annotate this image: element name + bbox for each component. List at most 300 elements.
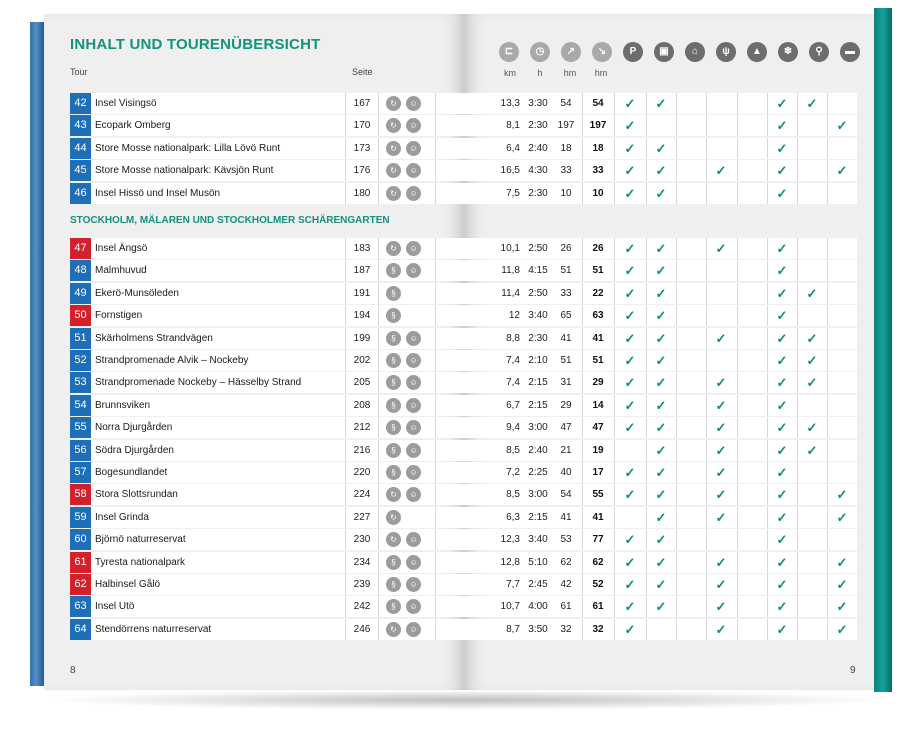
check-icon: ✓ [715, 621, 727, 637]
check-icon: ✓ [655, 185, 667, 201]
table-row[interactable] [70, 350, 857, 371]
family-icon: ☺ [406, 118, 421, 133]
column-divider [706, 305, 707, 326]
tour-km: 8,1 [506, 120, 520, 132]
tour-hours: 5:10 [528, 556, 548, 568]
check-icon: ✓ [624, 118, 636, 134]
check-icon: ✓ [715, 397, 727, 413]
tour-hours: 2:40 [528, 142, 548, 154]
check-icon: ✓ [776, 599, 788, 615]
check-icon: ✓ [655, 96, 667, 111]
column-divider [767, 160, 768, 181]
tour-page: 212 [353, 422, 371, 434]
tour-number: 51 [70, 328, 91, 349]
column-divider [582, 328, 583, 349]
check-icon: ✓ [776, 140, 788, 156]
column-divider [797, 183, 798, 204]
table-row[interactable] [70, 596, 857, 617]
check-icon: ✓ [655, 397, 667, 413]
column-divider [582, 372, 583, 393]
column-divider [676, 529, 677, 550]
column-divider [345, 350, 346, 371]
check-icon: ✓ [776, 285, 788, 301]
route-icon: § [386, 331, 401, 346]
column-divider [706, 138, 707, 159]
check-icon: ✓ [806, 96, 818, 111]
column-divider [646, 574, 647, 595]
column-divider [737, 283, 738, 304]
column-divider [737, 115, 738, 136]
tour-ascent: 51 [560, 265, 572, 277]
column-divider [737, 462, 738, 483]
column-divider [767, 350, 768, 371]
column-divider [767, 507, 768, 528]
column-divider [827, 305, 828, 326]
route-icon: § [386, 465, 401, 480]
column-divider [646, 507, 647, 528]
column-divider [827, 260, 828, 281]
tour-ascent: 65 [560, 310, 572, 322]
column-divider [345, 260, 346, 281]
check-icon: ✓ [836, 118, 848, 134]
tour-descent: 52 [592, 579, 604, 590]
column-divider [737, 619, 738, 640]
column-divider [676, 138, 677, 159]
tour-descent: 19 [592, 444, 604, 456]
column-divider [345, 440, 346, 461]
column-divider [737, 484, 738, 505]
column-divider [797, 328, 798, 349]
tour-ascent: 29 [560, 399, 572, 411]
column-divider [676, 462, 677, 483]
column-divider [378, 328, 379, 349]
column-divider [582, 283, 583, 304]
column-divider [646, 372, 647, 393]
column-divider [676, 238, 677, 259]
loop-icon: ↻ [386, 510, 401, 525]
column-divider [797, 93, 798, 114]
column-divider [646, 115, 647, 136]
tour-number: 43 [70, 115, 91, 136]
table-row[interactable] [70, 395, 857, 416]
tour-descent: 77 [592, 534, 604, 546]
column-divider [827, 283, 828, 304]
column-divider [435, 283, 436, 304]
column-divider [706, 596, 707, 617]
column-divider [378, 484, 379, 505]
column-divider [378, 596, 379, 617]
tour-km: 9,4 [506, 422, 520, 434]
column-divider [676, 283, 677, 304]
tour-ascent: 61 [560, 601, 572, 613]
column-divider [435, 529, 436, 550]
check-icon: ✓ [624, 263, 636, 279]
tour-hours: 2:45 [528, 579, 548, 590]
column-divider [767, 395, 768, 416]
column-divider [646, 529, 647, 550]
route-icon: § [386, 577, 401, 592]
table-row[interactable] [70, 417, 857, 438]
tour-descent: 26 [592, 243, 604, 254]
column-divider [676, 484, 677, 505]
table-row[interactable] [70, 93, 857, 114]
column-divider [582, 529, 583, 550]
column-divider [797, 574, 798, 595]
tour-descent: 62 [592, 556, 604, 568]
column-divider [797, 372, 798, 393]
page-title: INHALT UND TOURENÜBERSICHT [70, 36, 321, 53]
tour-hours: 3:00 [528, 489, 548, 501]
table-row[interactable] [70, 507, 857, 528]
tour-descent: 41 [592, 332, 604, 344]
column-divider [767, 138, 768, 159]
tour-page: 205 [353, 377, 371, 389]
column-divider [767, 619, 768, 640]
column-divider [435, 574, 436, 595]
descent-icon: ↘ [592, 42, 612, 62]
tour-ascent: 26 [560, 243, 572, 254]
check-icon: ✓ [624, 532, 636, 548]
tour-name: Ecopark Omberg [95, 120, 171, 132]
column-divider [797, 260, 798, 281]
tour-page: 216 [353, 444, 371, 456]
check-icon: ✓ [624, 308, 636, 324]
family-icon: ☺ [406, 465, 421, 480]
tour-page: 227 [353, 511, 371, 523]
loop-icon: ↻ [386, 487, 401, 502]
column-divider [646, 93, 647, 114]
tour-page: 187 [353, 265, 371, 277]
column-divider [378, 507, 379, 528]
check-icon: ✓ [776, 163, 788, 179]
table-row[interactable] [70, 260, 857, 281]
column-divider [646, 552, 647, 573]
tour-hours: 3:50 [528, 623, 548, 635]
column-divider [676, 596, 677, 617]
check-icon: ✓ [806, 375, 818, 391]
check-icon: ✓ [624, 577, 636, 592]
column-divider [582, 395, 583, 416]
check-icon: ✓ [655, 375, 667, 391]
column-divider [435, 138, 436, 159]
check-icon: ✓ [836, 577, 848, 592]
tour-descent: 47 [592, 422, 604, 434]
column-divider [435, 462, 436, 483]
column-divider [737, 305, 738, 326]
tour-hours: 2:30 [528, 187, 548, 199]
column-divider [345, 395, 346, 416]
column-divider [676, 115, 677, 136]
column-divider [378, 93, 379, 114]
check-icon: ✓ [776, 96, 788, 111]
tour-name: Stendörrens naturreservat [95, 623, 212, 635]
check-icon: ✓ [655, 442, 667, 458]
tour-ascent: 47 [560, 422, 572, 434]
column-divider [378, 440, 379, 461]
column-divider [827, 372, 828, 393]
family-icon: ☺ [406, 487, 421, 502]
check-icon: ✓ [715, 442, 727, 458]
column-divider [582, 484, 583, 505]
column-divider [646, 596, 647, 617]
check-icon: ✓ [836, 509, 848, 525]
check-icon: ✓ [776, 554, 788, 570]
table-row[interactable] [70, 183, 857, 204]
column-divider [435, 596, 436, 617]
tour-km: 7,2 [506, 467, 520, 478]
column-divider [676, 552, 677, 573]
check-icon: ✓ [655, 532, 667, 548]
loop-icon: ↻ [386, 186, 401, 201]
check-icon: ✓ [624, 554, 636, 570]
tour-km: 6,7 [506, 399, 520, 411]
tour-km: 7,4 [506, 355, 520, 366]
family-icon: ☺ [406, 577, 421, 592]
tour-descent: 17 [592, 467, 604, 478]
tour-name: Skärholmens Strandvägen [95, 332, 213, 344]
check-icon: ✓ [776, 330, 788, 346]
column-divider [706, 395, 707, 416]
column-divider [827, 552, 828, 573]
tour-descent: 51 [592, 355, 604, 366]
tour-name: Stora Slottsrundan [95, 489, 178, 501]
tour-name: Brunnsviken [95, 399, 151, 411]
route-icon: § [386, 599, 401, 614]
check-icon: ✓ [776, 118, 788, 134]
table-row[interactable] [70, 328, 857, 349]
column-divider [378, 138, 379, 159]
tour-hours: 2:30 [528, 332, 548, 344]
table-row[interactable] [70, 484, 857, 505]
column-divider [767, 574, 768, 595]
column-divider [797, 283, 798, 304]
tour-name: Insel Grinda [95, 511, 149, 523]
tour-page: 194 [353, 310, 371, 322]
column-divider [797, 552, 798, 573]
column-divider [582, 574, 583, 595]
column-divider [797, 160, 798, 181]
column-divider [378, 283, 379, 304]
column-divider [706, 507, 707, 528]
tour-number: 52 [70, 350, 91, 371]
column-divider [435, 507, 436, 528]
table-row[interactable] [70, 160, 857, 181]
tour-ascent: 32 [560, 623, 572, 635]
check-icon: ✓ [624, 96, 636, 111]
tour-number: 57 [70, 462, 91, 483]
column-divider [582, 138, 583, 159]
column-divider [827, 115, 828, 136]
column-divider [676, 350, 677, 371]
cable-car-icon: ⌂ [685, 42, 705, 62]
tour-number: 59 [70, 507, 91, 528]
column-divider [646, 395, 647, 416]
tour-hours: 4:00 [528, 601, 548, 613]
column-divider [737, 372, 738, 393]
column-divider [767, 484, 768, 505]
check-icon: ✓ [624, 375, 636, 391]
column-divider [646, 283, 647, 304]
column-divider [646, 138, 647, 159]
table-row[interactable] [70, 529, 857, 550]
column-divider [435, 372, 436, 393]
check-icon: ✓ [776, 308, 788, 324]
table-row[interactable] [70, 619, 857, 640]
column-divider [378, 350, 379, 371]
check-icon: ✓ [655, 577, 667, 592]
tour-km: 12 [508, 310, 520, 322]
check-icon: ✓ [715, 420, 727, 436]
column-divider [676, 574, 677, 595]
column-divider [435, 552, 436, 573]
check-icon: ✓ [776, 487, 788, 503]
column-divider [797, 138, 798, 159]
column-divider [345, 484, 346, 505]
column-divider [582, 238, 583, 259]
column-divider [676, 93, 677, 114]
column-divider [582, 183, 583, 204]
table-row[interactable] [70, 305, 857, 326]
column-divider [827, 328, 828, 349]
tour-hours: 2:15 [528, 377, 548, 389]
column-divider [378, 395, 379, 416]
tour-ascent: 41 [560, 511, 572, 523]
family-icon: ☺ [406, 622, 421, 637]
column-divider [737, 138, 738, 159]
column-divider [767, 238, 768, 259]
column-divider [435, 440, 436, 461]
column-divider [737, 350, 738, 371]
tour-descent: 14 [592, 399, 604, 411]
column-divider [827, 529, 828, 550]
column-divider [827, 138, 828, 159]
tour-ascent: 54 [560, 98, 572, 109]
family-icon: ☺ [406, 96, 421, 111]
tour-descent: 29 [592, 377, 604, 389]
check-icon: ✓ [624, 599, 636, 615]
column-divider [676, 619, 677, 640]
tour-name: Insel Hissö und Insel Musön [95, 187, 221, 199]
ascent-icon: ↗ [561, 42, 581, 62]
book-shadow [40, 690, 890, 710]
bed-icon: ▬ [840, 42, 860, 62]
column-divider [676, 507, 677, 528]
tour-hours: 2:40 [528, 444, 548, 456]
column-divider [435, 260, 436, 281]
column-divider [706, 260, 707, 281]
check-icon: ✓ [655, 241, 667, 256]
column-divider [676, 328, 677, 349]
family-icon: ☺ [406, 443, 421, 458]
column-divider [345, 328, 346, 349]
table-row[interactable] [70, 552, 857, 573]
column-divider [435, 619, 436, 640]
check-icon: ✓ [776, 577, 788, 592]
column-divider [676, 372, 677, 393]
column-divider [737, 529, 738, 550]
column-divider [435, 238, 436, 259]
column-divider [706, 115, 707, 136]
tour-descent: 63 [592, 310, 604, 322]
column-divider [435, 93, 436, 114]
column-divider [345, 574, 346, 595]
table-row[interactable] [70, 283, 857, 304]
tour-page: 202 [353, 355, 371, 366]
route-icon: § [386, 308, 401, 323]
tour-hours: 3:00 [528, 422, 548, 434]
check-icon: ✓ [806, 353, 818, 368]
tour-name: Södra Djurgården [95, 444, 174, 456]
check-icon: ✓ [655, 330, 667, 346]
column-divider [378, 529, 379, 550]
column-divider [345, 183, 346, 204]
table-row[interactable] [70, 574, 857, 595]
bus-icon: ▣ [654, 42, 674, 62]
column-divider [345, 417, 346, 438]
column-divider [737, 417, 738, 438]
column-divider [797, 507, 798, 528]
table-row[interactable] [70, 462, 857, 483]
tour-descent: 61 [592, 601, 604, 613]
unit-hm: hm [563, 68, 577, 78]
tour-km: 8,5 [506, 444, 520, 456]
table-row[interactable] [70, 115, 857, 136]
column-divider [345, 115, 346, 136]
tour-ascent: 54 [560, 489, 572, 501]
column-divider [582, 440, 583, 461]
column-divider [345, 529, 346, 550]
column-divider [345, 372, 346, 393]
column-divider [767, 283, 768, 304]
column-divider [827, 183, 828, 204]
tour-descent: 10 [592, 187, 604, 199]
column-divider [582, 160, 583, 181]
tour-ascent: 40 [560, 467, 572, 478]
column-divider [827, 507, 828, 528]
check-icon: ✓ [715, 487, 727, 503]
check-icon: ✓ [655, 285, 667, 301]
book-edge-right [874, 8, 892, 692]
column-divider [378, 183, 379, 204]
tour-descent: 18 [592, 142, 604, 154]
column-divider [614, 507, 615, 528]
column-divider [435, 160, 436, 181]
table-row[interactable] [70, 372, 857, 393]
column-divider [767, 183, 768, 204]
tour-number: 48 [70, 260, 91, 281]
column-divider [706, 574, 707, 595]
check-icon: ✓ [776, 353, 788, 368]
column-divider [435, 484, 436, 505]
tour-km: 7,5 [506, 187, 520, 199]
tour-number: 60 [70, 529, 91, 550]
column-divider [676, 183, 677, 204]
family-icon: ☺ [406, 375, 421, 390]
tour-km: 8,7 [506, 623, 520, 635]
column-divider [582, 619, 583, 640]
table-row[interactable] [70, 238, 857, 259]
table-row[interactable] [70, 440, 857, 461]
check-icon: ✓ [624, 465, 636, 480]
column-divider [582, 552, 583, 573]
tour-name: Bogesundlandet [95, 467, 168, 478]
tour-km: 12,8 [500, 556, 520, 568]
column-divider [435, 350, 436, 371]
table-row[interactable] [70, 138, 857, 159]
tour-ascent: 33 [560, 287, 572, 299]
tour-descent: 54 [592, 98, 604, 109]
column-divider [706, 350, 707, 371]
